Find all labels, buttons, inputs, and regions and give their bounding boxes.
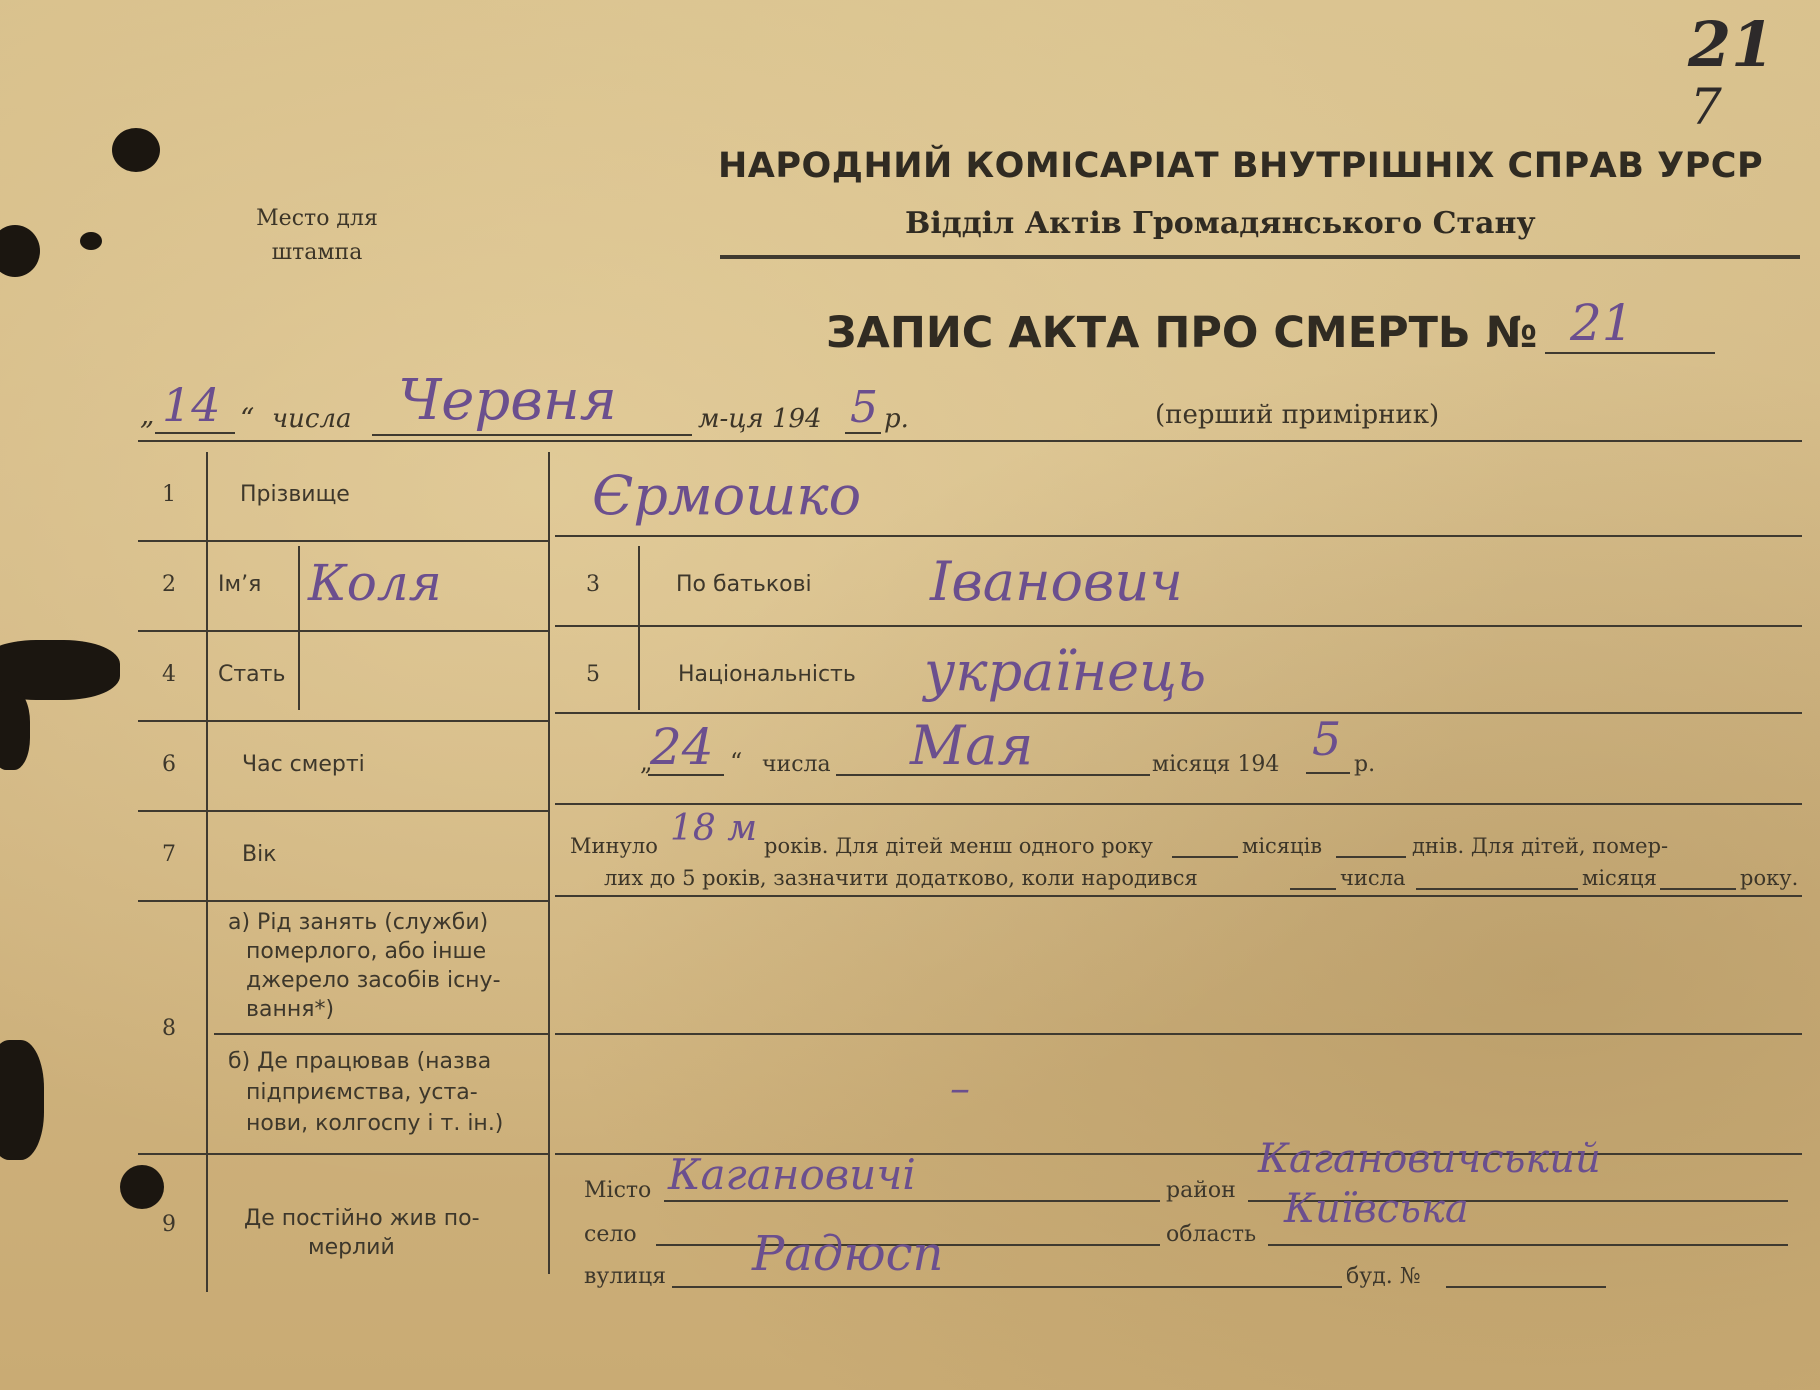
region-value: Київська [1284,1186,1469,1232]
reg-year-suffix: р. [884,404,909,434]
grid-vline-num2 [638,546,640,710]
grid-hline [555,895,1802,897]
date-rule [138,440,1802,442]
copy-label: (перший примірник) [1155,400,1440,430]
age-line2-text: лих до 5 років, зазначити додатково, коли народився [604,866,1198,890]
reg-month-line [372,434,692,436]
age-value: 18 м [670,808,758,849]
header-rule [720,255,1800,259]
residence-label: Де постійно жив по- мерлий [244,1206,480,1260]
reg-month: Червня [398,368,617,433]
grid-hline [555,625,1802,627]
reg-date-close-quote: “ [240,402,255,435]
department-heading: Відділ Актів Громадянського Стану [905,206,1536,241]
reg-month-label: м-ця 194 [698,404,822,434]
street-line [672,1286,1342,1288]
age-line1-text: років. Для дітей менш одного року [764,834,1153,858]
street-label: вулиця [584,1264,666,1289]
record-number: 21 [1570,294,1634,352]
grid-vline-mid [548,452,550,1274]
punch-hole [120,1165,164,1209]
row-number: 3 [586,572,600,597]
grid-hline [555,712,1802,714]
birth-month-blank [1416,888,1578,890]
surname-label: Прізвище [240,482,350,507]
row-number: 9 [162,1212,176,1237]
grid-hline [138,810,548,812]
punch-hole [80,232,102,250]
punch-hole [0,1040,44,1160]
row-number: 7 [162,842,176,867]
grid-hline [555,1033,1802,1035]
death-day-label: числа [762,752,831,777]
grid-hline [555,535,1802,537]
grid-hline [214,1033,548,1035]
death-year-line [1306,772,1350,774]
grid-hline [555,803,1802,805]
reg-date-open-quote: „ [140,398,155,431]
death-date-open-quote: „ [640,748,653,776]
house-label: буд. № [1346,1264,1421,1289]
region-label: область [1166,1222,1257,1247]
corner-mark-bottom: 7 [1690,78,1722,136]
grid-hline [138,720,548,722]
corner-mark-top: 21 [1688,8,1775,81]
grid-vline-num [206,452,208,1292]
city-label: Місто [584,1178,652,1203]
sex-label: Стать [218,662,286,687]
death-day: 24 [650,718,714,776]
row-number: 1 [162,482,176,507]
first-name-label: Ім’я [218,572,262,597]
first-name-value: Коля [308,554,442,612]
punch-hole [0,690,30,770]
workplace-label: б) Де працював (назва підприємства, уста- нови, колгоспу і т. ін.) [228,1049,504,1136]
village-label: село [584,1222,637,1247]
death-year-suffix: р. [1354,752,1376,777]
region-line [1268,1244,1788,1246]
grid-hline [138,540,548,542]
district-label: район [1166,1178,1236,1203]
age-label: Вік [242,842,277,867]
city-value: Кагановичі [668,1150,916,1199]
death-date-close-quote: “ [730,748,743,776]
reg-year-digit: 5 [850,382,878,433]
grid-hline [138,630,548,632]
row-number: 4 [162,662,176,687]
stamp-place-label: Место для штампа [256,206,378,265]
age-days-label: днів. Для дітей, помер- [1412,834,1669,858]
reg-day-line [155,432,235,434]
reg-year-line [845,432,881,434]
age-prefix: Минуло [570,834,658,858]
birth-day-blank [1290,888,1336,890]
age-months-label: місяців [1242,834,1323,858]
row-number: 5 [586,662,600,687]
form-title: ЗАПИС АКТА ПРО СМЕРТЬ № [826,308,1538,358]
punch-hole [112,128,160,172]
occupation-label: а) Рід занять (служби) померлого, або інше джерело засобів існу- вання*) [228,910,501,1022]
grid-hline [138,1153,548,1155]
birth-month-label: місяця [1582,866,1657,890]
reg-day-label: числа [272,404,352,434]
row-number: 8 [162,1016,176,1041]
birth-year-label: року. [1740,866,1799,890]
district-value: Кагановичський [1258,1136,1601,1182]
house-line [1446,1286,1606,1288]
age-months-blank [1336,856,1406,858]
death-month-label: місяця 194 [1152,752,1280,777]
grid-hline [138,900,548,902]
record-number-line [1545,352,1715,354]
age-years-blank [1172,856,1238,858]
workplace-value: – [950,1066,970,1112]
ministry-heading: НАРОДНИЙ КОМІСАРІАТ ВНУТРІШНІХ СПРАВ УРСР [718,146,1764,186]
patronymic-value: Іванович [930,550,1183,613]
reg-day: 14 [162,378,221,432]
punch-hole [0,225,40,277]
birth-year-blank [1660,888,1736,890]
street-value: Радюсп [752,1226,944,1282]
grid-vline-name [298,546,300,710]
death-year-digit: 5 [1312,712,1342,766]
nationality-label: Національність [678,662,856,687]
death-month: Мая [910,714,1034,777]
death-time-label: Час смерті [242,752,365,777]
death-month-line [836,774,1150,776]
nationality-value: українець [924,640,1207,703]
surname-value: Єрмошко [592,464,862,527]
birth-day-label: числа [1340,866,1406,890]
row-number: 6 [162,752,176,777]
patronymic-label: По батькові [676,572,812,597]
city-line [664,1200,1160,1202]
death-day-line [648,774,724,776]
row-number: 2 [162,572,176,597]
